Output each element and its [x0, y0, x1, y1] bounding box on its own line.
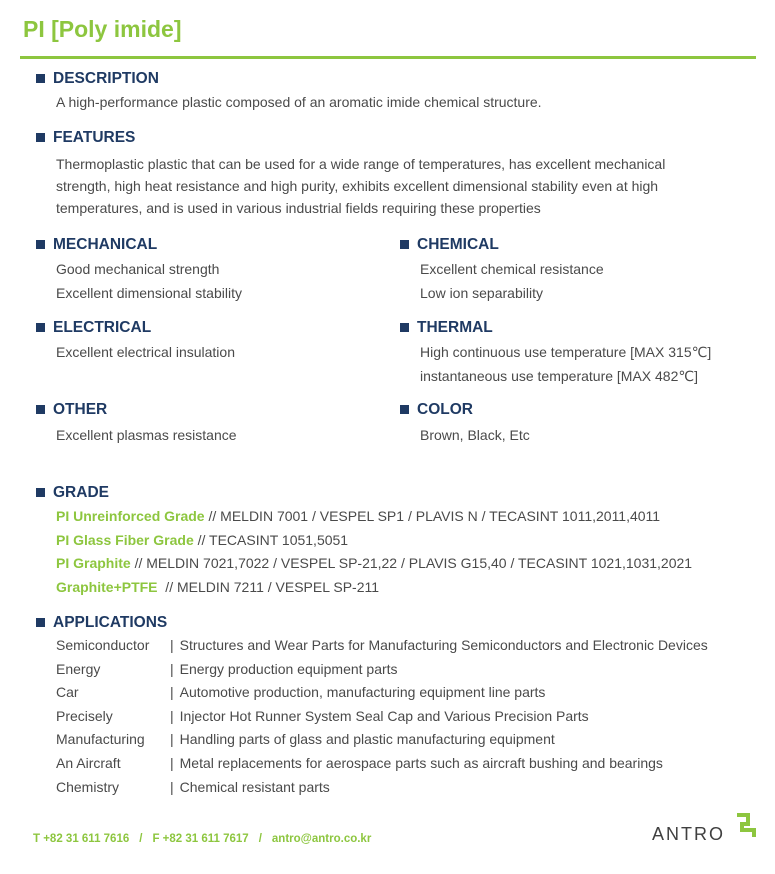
application-row [56, 752, 708, 776]
application-separator: | [170, 684, 174, 701]
grade-row [56, 552, 692, 576]
application-value: Metal replacements for aerospace parts such as aircraft bushing and bearings [179, 754, 663, 771]
application-row [56, 705, 708, 729]
bullet-icon [400, 323, 409, 332]
application-value: Structures and Wear Parts for Manufacturing Semiconductors and Electronic Devices [179, 637, 708, 653]
chemical-section [400, 234, 604, 305]
bullet-icon [400, 240, 409, 249]
grade-name: Graphite+PTFE [56, 578, 158, 595]
electrical-heading: ELECTRICAL [53, 319, 152, 336]
application-row [56, 681, 708, 705]
description-section [36, 68, 542, 113]
other-heading: OTHER [53, 401, 108, 418]
application-value: Chemical resistant parts [179, 778, 330, 795]
features-line: temperatures, and is used in various industrial fields requiring these properties [56, 200, 541, 216]
application-name: Semiconductor [56, 637, 150, 653]
application-value: Injector Hot Runner System Seal Cap and Various Precision Parts [179, 707, 589, 724]
grade-heading: GRADE [53, 484, 109, 501]
thermal-item: instantaneous use temperature [MAX 482℃] [420, 368, 698, 384]
application-row [56, 776, 708, 800]
grade-section [36, 482, 692, 599]
description-text: A high-performance plastic composed of an aromatic imide chemical structure. [56, 94, 542, 110]
features-heading: FEATURES [53, 129, 136, 146]
grade-value: // TECASINT 1051,5051 [193, 531, 349, 548]
application-row [56, 728, 708, 752]
other-item: Excellent plasmas resistance [56, 427, 237, 443]
bullet-icon [36, 240, 45, 249]
footer-email[interactable]: antro@antro.co.kr [271, 833, 372, 845]
applications-heading: APPLICATIONS [53, 614, 168, 631]
grade-value: // MELDIN 7021,7022 / VESPEL SP-21,22 / PLAVIS G15,40 / TECASINT 1021,1031,2021 [130, 555, 693, 572]
grade-name: PI Glass Fiber Grade [56, 531, 194, 548]
features-line: Thermoplastic plastic that can be used for a wide range of temperatures, has excellent mechanical [56, 156, 666, 172]
mechanical-item: Excellent dimensional stability [56, 285, 242, 301]
logo-mark-icon [734, 812, 758, 840]
footer-fax: F +82 31 611 7617 [152, 833, 249, 845]
grade-row [56, 576, 692, 600]
mechanical-section [36, 234, 242, 305]
application-name: Manufacturing [56, 731, 145, 748]
footer-separator: / [139, 833, 143, 845]
chemical-heading: CHEMICAL [417, 236, 499, 253]
mechanical-heading: MECHANICAL [53, 236, 158, 253]
application-value: Energy production equipment parts [179, 660, 398, 677]
application-name: Chemistry [56, 778, 120, 795]
application-separator: | [170, 637, 174, 653]
bullet-icon [36, 618, 45, 627]
application-row [56, 634, 708, 658]
mechanical-item: Good mechanical strength [56, 261, 220, 277]
logo-text: ANTRO [652, 824, 725, 844]
chemical-item: Low ion separability [420, 285, 543, 301]
bullet-icon [36, 74, 45, 83]
bullet-icon [400, 405, 409, 414]
color-heading: COLOR [417, 401, 473, 418]
application-separator: | [170, 778, 174, 795]
grade-value: // MELDIN 7001 / VESPEL SP1 / PLAVIS N / TECASINT 1011,2011,4011 [204, 508, 661, 524]
footer-separator: / [258, 833, 262, 845]
footer-contact [33, 833, 371, 845]
other-section [36, 399, 237, 447]
thermal-section [400, 317, 711, 388]
title-divider [20, 56, 756, 59]
applications-section [36, 612, 708, 799]
application-name: Energy [56, 660, 101, 677]
application-name: Car [56, 684, 79, 701]
application-separator: | [170, 731, 174, 748]
grade-row [56, 505, 692, 529]
bullet-icon [36, 323, 45, 332]
color-section [400, 399, 530, 447]
application-separator: | [170, 660, 174, 677]
grade-name: PI Unreinforced Grade [56, 508, 205, 524]
features-line: strength, high heat resistance and high purity, exhibits excellent dimensional stability even at high [56, 178, 659, 194]
bullet-icon [36, 488, 45, 497]
grade-row [56, 529, 692, 553]
application-value: Handling parts of glass and plastic manufacturing equipment [179, 731, 555, 748]
electrical-item: Excellent electrical insulation [56, 344, 235, 360]
chemical-item: Excellent chemical resistance [420, 261, 604, 277]
grade-name: PI Graphite [56, 555, 131, 572]
footer-tel: T +82 31 611 7616 [33, 833, 130, 845]
thermal-heading: THERMAL [417, 319, 493, 336]
application-value: Automotive production, manufacturing equipment line parts [179, 684, 546, 701]
page-title: PI [Poly imide] [23, 16, 182, 42]
application-separator: | [170, 754, 174, 771]
application-name: Precisely [56, 707, 113, 724]
electrical-section [36, 317, 235, 364]
grade-value: // MELDIN 7211 / VESPEL SP-211 [157, 578, 380, 595]
features-section [36, 127, 665, 219]
description-heading: DESCRIPTION [53, 70, 159, 87]
bullet-icon [36, 133, 45, 142]
bullet-icon [36, 405, 45, 414]
application-separator: | [170, 707, 174, 724]
thermal-item: High continuous use temperature [MAX 315℃] [420, 344, 712, 360]
application-row [56, 658, 708, 682]
application-name: An Aircraft [56, 754, 121, 771]
color-item: Brown, Black, Etc [420, 427, 530, 443]
antro-logo [652, 812, 762, 852]
